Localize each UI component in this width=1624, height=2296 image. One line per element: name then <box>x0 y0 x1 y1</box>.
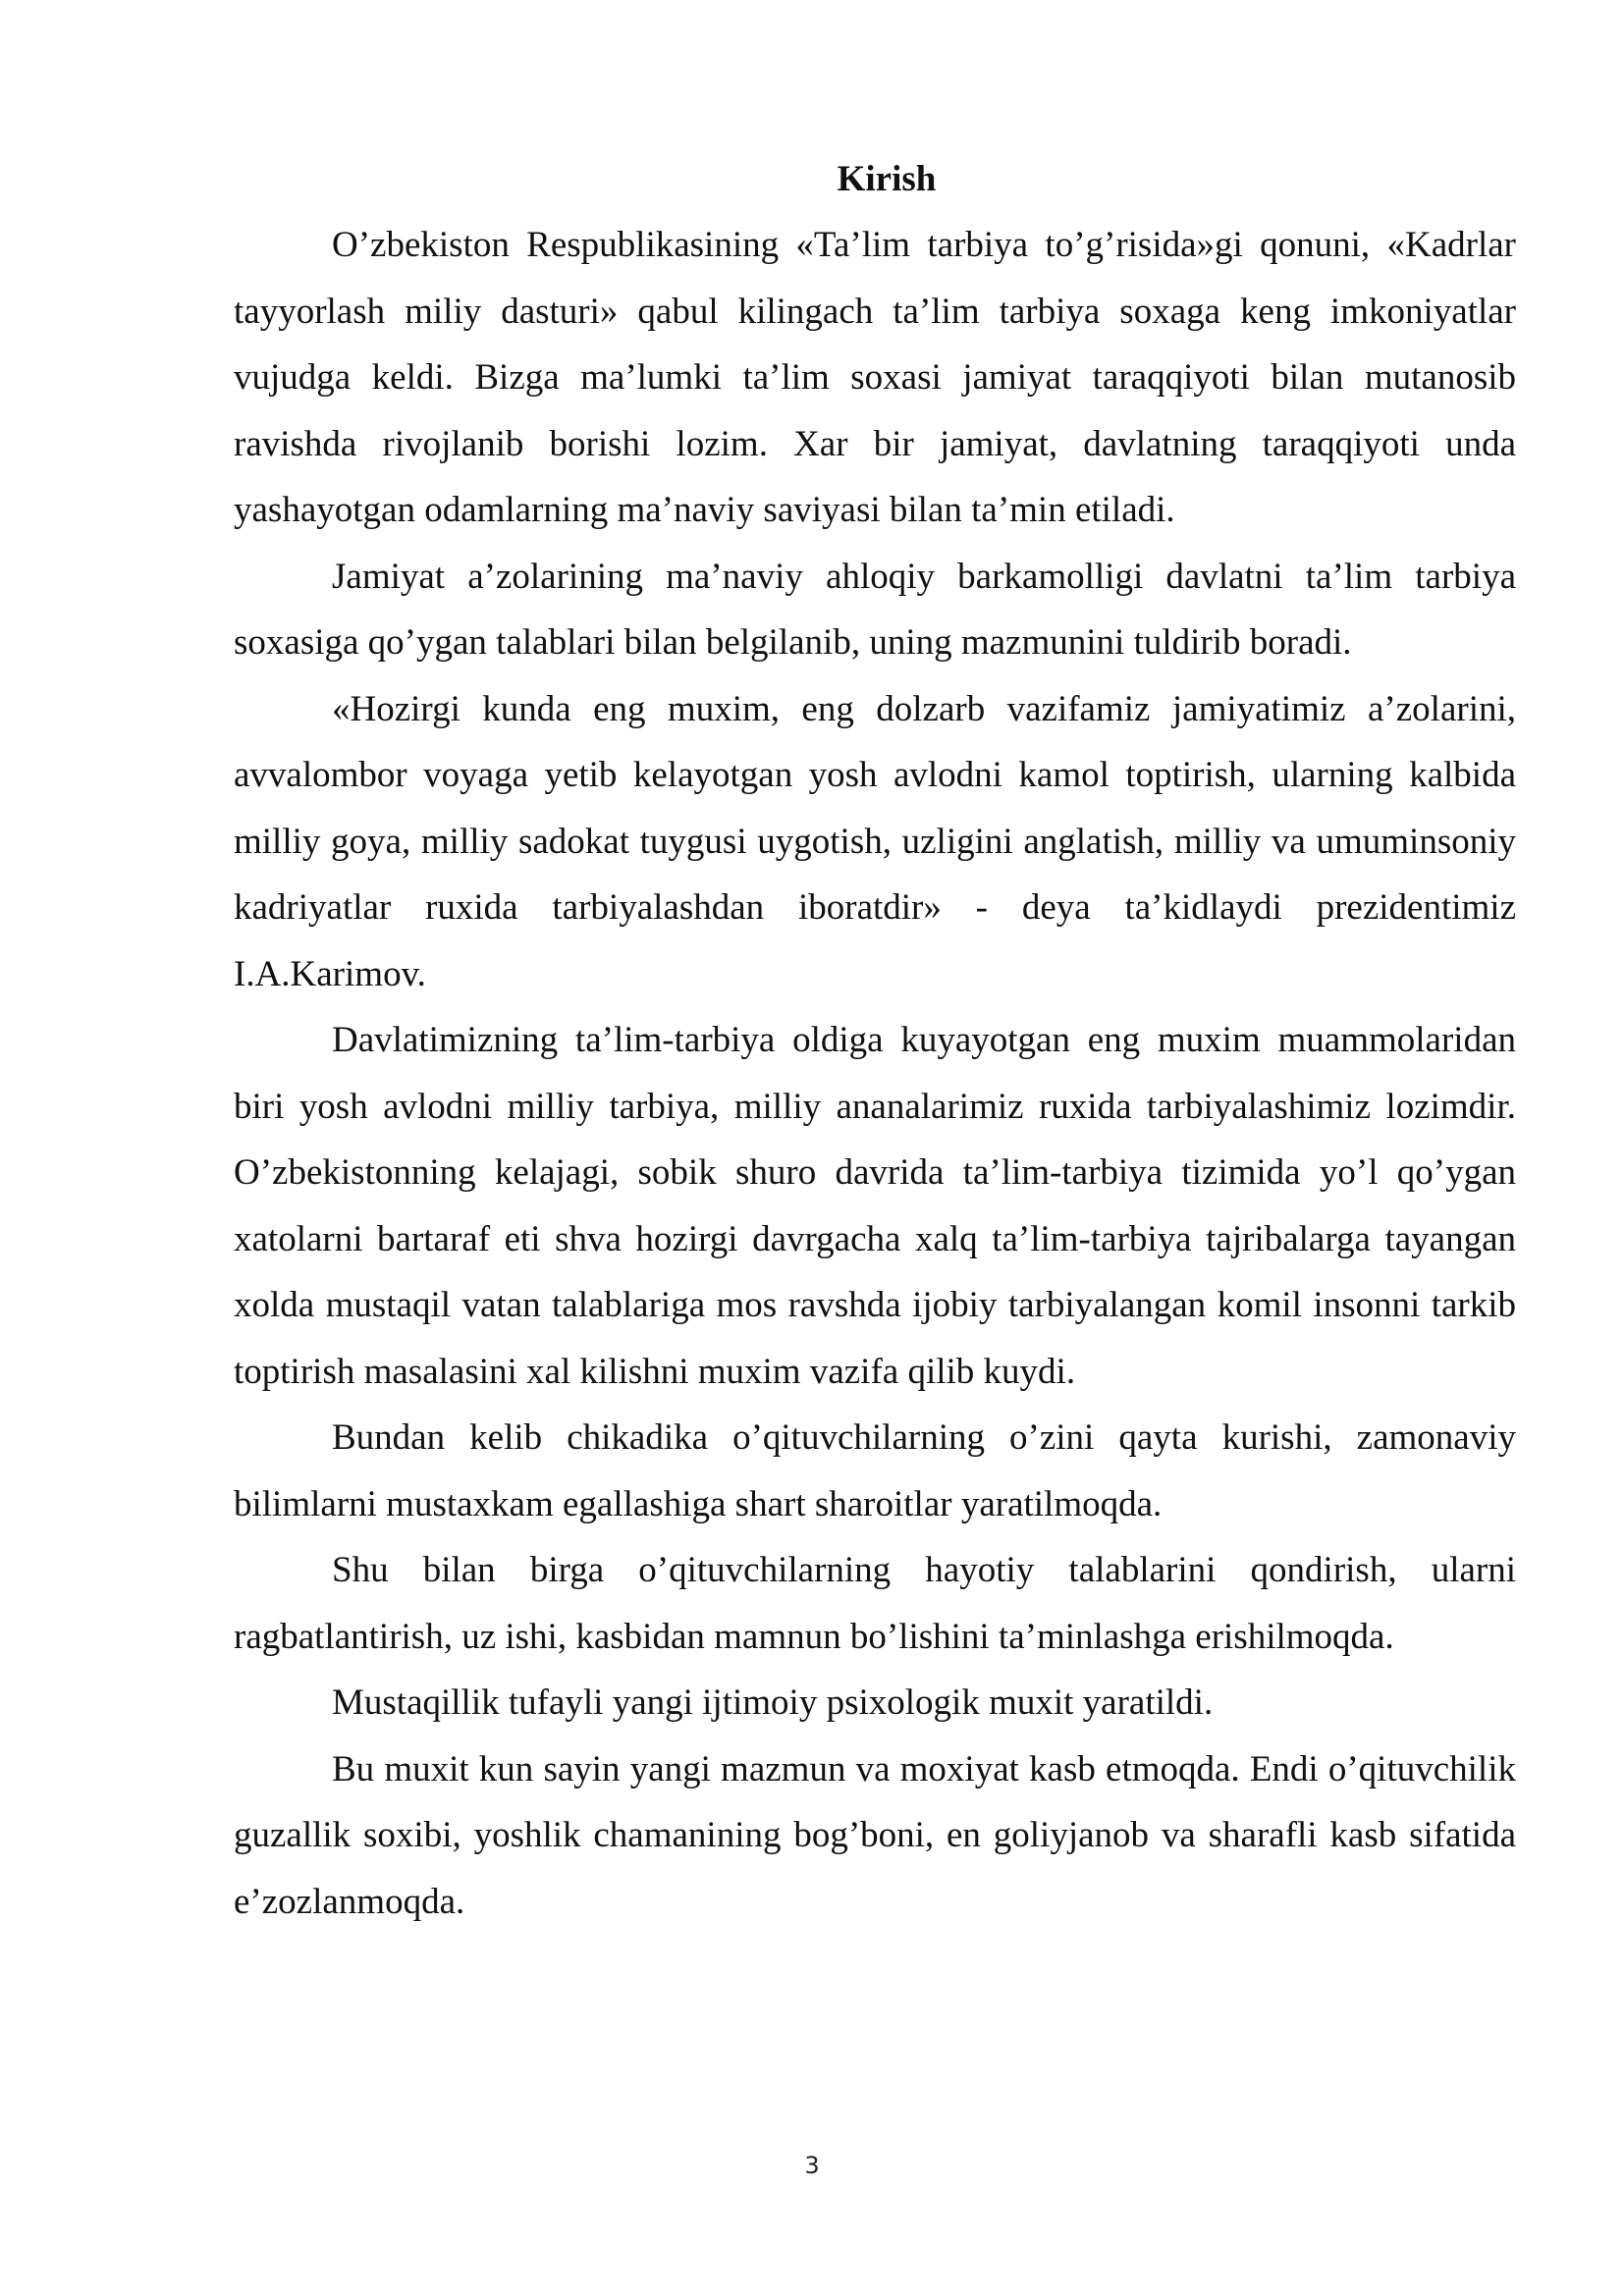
document-page <box>234 147 1516 1935</box>
paragraph: Bundan kelib chikadika o’qituvchilarning o’zini qayta kurishi, zamonaviy bilimlarni mustaxkam egallashiga shart sharoitlar yaratilmoqda. <box>234 1417 1516 1524</box>
paragraph: «Hozirgi kunda eng muxim, eng dolzarb vazifamiz jamiyatimiz a’zolarini, avvalombor voyaga yetib kelayotgan yosh avlodni kamol toptirish, ularning kalbida milliy goya, milliy sadokat tuygusi uygotish, uzligini anglatish, milliy va umuminsoniy kadriyatlar ruxida tarbiyalashdan iboratdir» - deya ta’kidlaydi prezidentimiz I.A.Karimov. <box>234 688 1516 994</box>
paragraph: Mustaqillik tufayli yangi ijtimoiy psixologik muxit yaratildi. <box>332 1682 1214 1723</box>
paragraph: Jamiyat a’zolarining ma’naviy ahloqiy barkamolligi davlatni ta’lim tarbiya soxasiga qo’ygan talablari bilan belgilanib, uning mazmunini tuldirib boradi. <box>234 556 1516 663</box>
page-number: 3 <box>804 2152 820 2179</box>
document-title: Kirish <box>837 159 937 199</box>
paragraph: Bu muxit kun sayin yangi mazmun va moxiyat kasb etmoqda. Endi o’qituvchilik guzallik soxibi, yoshlik chamanining bog’boni, en goliyjanob va sharafli kasb sifatida e’zozlanmoqda. <box>234 1748 1516 1922</box>
paragraph: O’zbekiston Respublikasining «Ta’lim tarbiya to’g’risida»gi qonuni, «Kadrlar tayyorlash miliy dasturi» qabul kilingach ta’lim tarbiya soxaga keng imkoniyatlar vujudga keldi. Bizga ma’lumki ta’lim soxasi jamiyat taraqqiyoti bilan mutanosib ravishda rivojlanib borishi lozim. Xar bir jamiyat, davlatning taraqqiyoti unda yashayotgan odamlarning ma’naviy saviyasi bilan ta’min etiladi. <box>234 225 1516 530</box>
paragraph: Shu bilan birga o’qituvchilarning hayotiy talablarini qondirish, ularni ragbatlantirish, uz ishi, kasbidan mamnun bo’lishini ta’minlashga erishilmoqda. <box>234 1550 1516 1657</box>
paragraph: Davlatimizning ta’lim-tarbiya oldiga kuyayotgan eng muxim muammolaridan biri yosh avlodni milliy tarbiya, milliy ananalarimiz ruxida tarbiyalashimiz lozimdir. O’zbekistonning kelajagi, sobik shuro davrida ta’lim-tarbiya tizimida yo’l qo’ygan xatolarni bartaraf eti shva hozirgi davrgacha xalq ta’lim-tarbiya tajribalarga tayangan xolda mustaqil vatan talablariga mos ravshda ijobiy tarbiyalangan komil insonni tarkib toptirish masalasini xal kilishni muxim vazifa qilib kuydi. <box>234 1020 1516 1392</box>
